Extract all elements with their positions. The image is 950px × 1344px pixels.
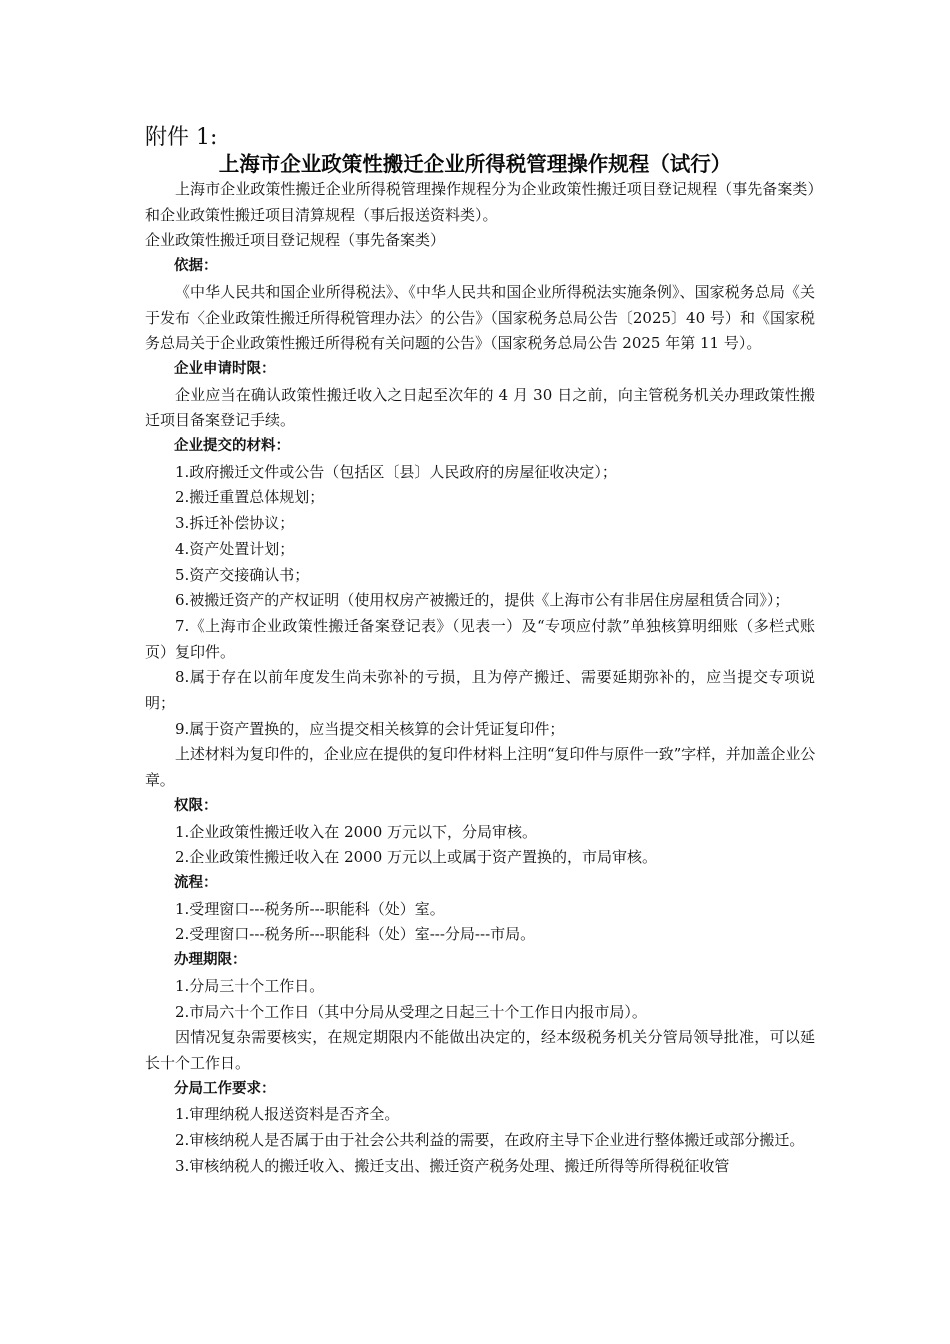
paragraph: 2.企业政策性搬迁收入在 2000 万元以上或属于资产置换的，市局审核。 (175, 848, 658, 867)
paragraph: 1.分局三十个工作日。 (175, 976, 325, 995)
paragraph: 2.受理窗口---税务所---职能科（处）室---分局---市局。 (175, 925, 536, 944)
document-body (145, 177, 815, 1179)
section-heading: 权限： (174, 797, 218, 814)
document-title: 上海市企业政策性搬迁企业所得税管理操作规程（试行） (218, 152, 732, 176)
paragraph: 6.被搬迁资产的产权证明（使用权房产被搬迁的，提供《上海市公有非居住房屋租赁合同》）； (175, 591, 790, 610)
paragraph: 上述材料为复印件的，企业应在提供的复印件材料上注明“复印件与原件一致”字样，并加盖企业公章。 (145, 745, 815, 790)
paragraph: 上海市企业政策性搬迁企业所得税管理操作规程分为企业政策性搬迁项目登记规程（事先备案类）和企业政策性搬迁项目清算规程（事后报送资料类）。 (145, 180, 815, 224)
paragraph: 2.市局六十个工作日（其中分局从受理之日起三十个工作日内报市局）。 (175, 1002, 647, 1021)
paragraph: 1.审理纳税人报送资料是否齐全。 (175, 1105, 400, 1124)
section-heading: 流程： (174, 874, 218, 891)
paragraph: 8.属于存在以前年度发生尚未弥补的亏损，且为停产搬迁、需要延期弥补的，应当提交专项说明； (145, 668, 815, 713)
paragraph: 1.企业政策性搬迁收入在 2000 万元以下，分局审核。 (175, 822, 538, 841)
paragraph: 3.审核纳税人的搬迁收入、搬迁支出、搬迁资产税务处理、搬迁所得等所得税征收管 (175, 1156, 730, 1175)
paragraph: 2.搬迁重置总体规划； (175, 488, 325, 507)
section-heading: 依据： (174, 258, 218, 275)
paragraph: 因情况复杂需要核实，在规定期限内不能做出决定的，经本级税务机关分管局领导批准，可以延长十个工作日。 (145, 1028, 815, 1072)
section-heading: 企业申请时限： (174, 360, 276, 377)
paragraph: 9.属于资产置换的，应当提交相关核算的会计凭证复印件； (175, 719, 565, 738)
section-heading: 办理期限： (174, 952, 247, 969)
attachment-label: 附件 1: (145, 125, 218, 150)
section-heading: 企业提交的材料： (174, 438, 290, 455)
paragraph: 2.审核纳税人是否属于由于社会公共利益的需要，在政府主导下企业进行整体搬迁或部分搬迁。 (175, 1131, 805, 1150)
paragraph: 3.拆迁补偿协议； (175, 514, 295, 533)
paragraph: 5.资产交接确认书； (175, 565, 310, 584)
paragraph: 企业应当在确认政策性搬迁收入之日起至次年的 4 月 30 日之前，向主管税务机关办理政策性搬迁项目备案登记手续。 (145, 385, 815, 430)
paragraph: 4.资产处置计划； (175, 539, 295, 558)
paragraph: 1.受理窗口---税务所---职能科（处）室。 (175, 899, 445, 918)
paragraph: 1.政府搬迁文件或公告（包括区〔县〕人民政府的房屋征收决定）； (175, 462, 617, 481)
section-heading: 分局工作要求： (174, 1080, 276, 1097)
paragraph: 《中华人民共和国企业所得税法》、《中华人民共和国企业所得税法实施条例》、国家税务总局《关于发布〈企业政策性搬迁所得税管理办法〉的公告》（国家税务总局公告〔2025〕40 号）和《国家税务总局关于企业政策性搬迁所得税有关问题的公告》（国家税务总局公告 2025 年第 11 号）。 (145, 282, 815, 353)
paragraph: 7.《上海市企业政策性搬迁备案登记表》（见表一）及“专项应付款”单独核算明细账（多栏式账页）复印件。 (145, 616, 815, 661)
paragraph: 企业政策性搬迁项目登记规程（事先备案类） (145, 231, 446, 250)
